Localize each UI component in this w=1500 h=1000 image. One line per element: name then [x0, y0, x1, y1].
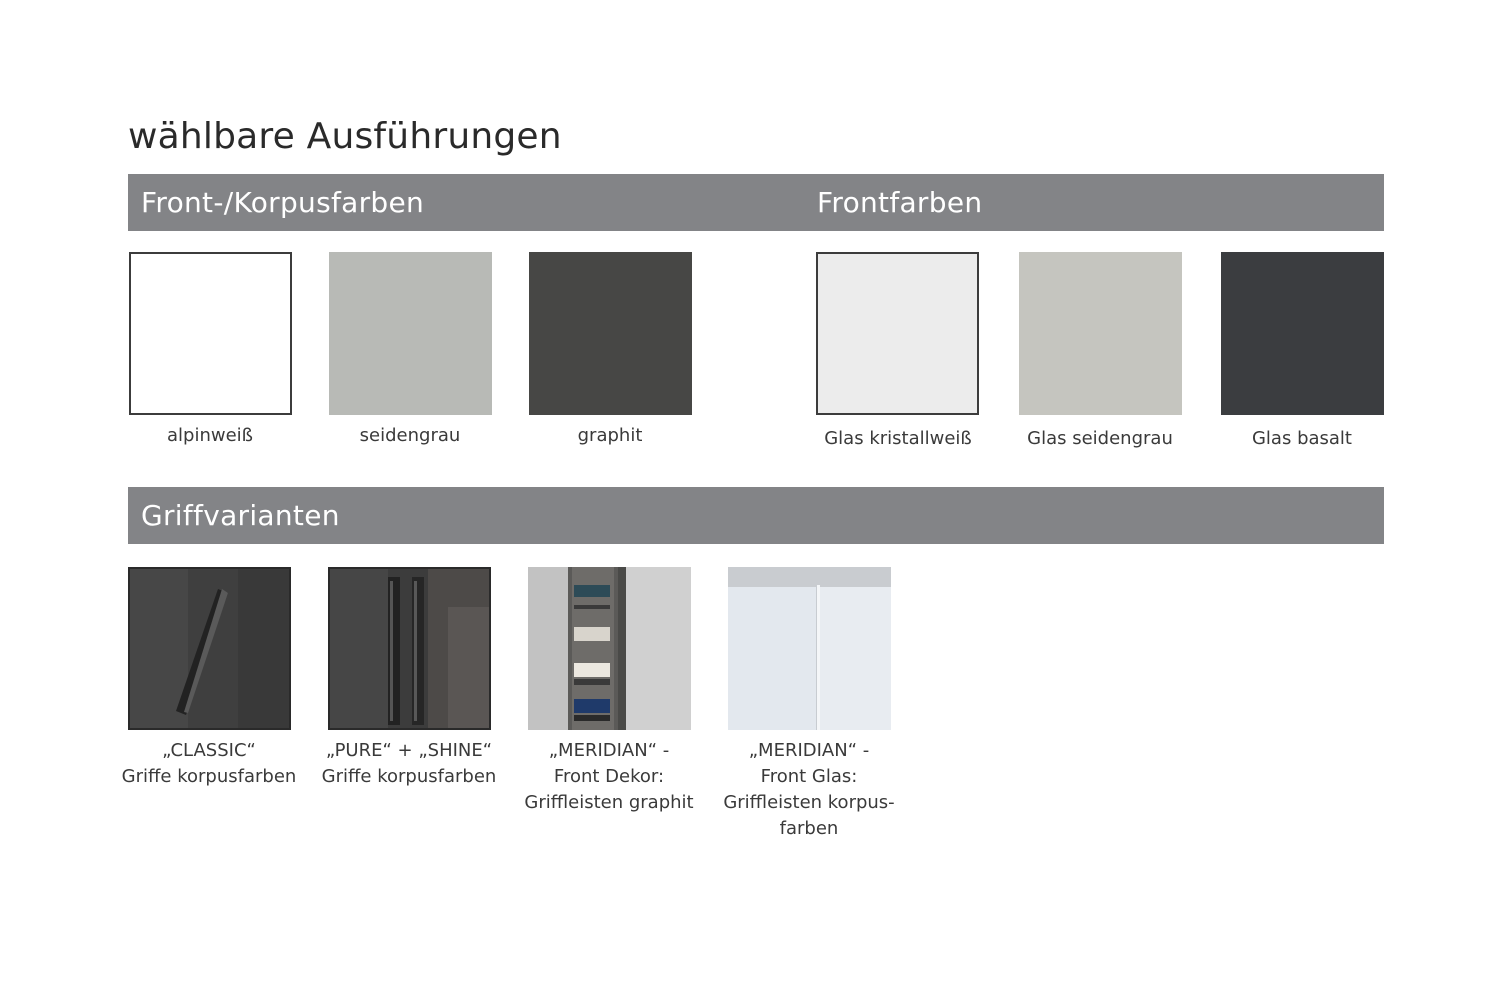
swatch-label-glas-basalt: Glas basalt: [1251, 428, 1352, 449]
handle-caption-pure-shine: [299, 738, 519, 790]
section-title-front-korpus: Front-/Korpusfarben: [141, 186, 425, 219]
handle-caption-meridian-dekor-line3: Griffleisten graphit: [524, 792, 694, 813]
swatch-label-alpinweiss: alpinweiß: [166, 425, 253, 446]
handle-caption-pure-shine-line1: „PURE“ + „SHINE“: [325, 740, 493, 761]
section-header-handles: [128, 487, 1384, 544]
meridian-glas-image[interactable]: [728, 567, 891, 730]
page-title: wählbare Ausführungen: [128, 116, 562, 157]
handle-caption-meridian-dekor-line2: Front Dekor:: [553, 766, 665, 787]
handle-caption-pure-shine-line2: Griffe korpusfarben: [321, 766, 497, 787]
section-title-front: Frontfarben: [817, 186, 983, 219]
section-title-griff: Griffvarianten: [141, 499, 340, 532]
swatch-label-graphit: graphit: [577, 425, 643, 446]
handle-caption-meridian-glas-line4: farben: [779, 818, 839, 839]
handle-caption-meridian-glas-line1: „MERIDIAN“ -: [748, 740, 870, 761]
swatch-label-seidengrau: seidengrau: [359, 425, 461, 446]
handle-caption-classic-line2: Griffe korpusfarben: [121, 766, 297, 787]
handle-caption-meridian-dekor: [499, 738, 719, 816]
swatch-label-glas-kristallweiss: Glas kristallweiß: [824, 428, 972, 449]
section-header-colors: [128, 174, 1384, 231]
pure-shine-handle-image[interactable]: [328, 567, 491, 730]
swatch-glas-seidengrau[interactable]: [1019, 252, 1182, 415]
handle-caption-meridian-dekor-line1: „MERIDIAN“ -: [548, 740, 670, 761]
swatch-alpinweiss[interactable]: [129, 252, 292, 415]
handle-caption-meridian-glas-line3: Griffleisten korpus-: [723, 792, 895, 813]
swatch-graphit[interactable]: [529, 252, 692, 415]
meridian-dekor-image[interactable]: [528, 567, 691, 730]
classic-handle-image[interactable]: [128, 567, 291, 730]
handle-caption-classic-line1: „CLASSIC“: [162, 740, 256, 761]
swatch-glas-kristallweiss[interactable]: [816, 252, 979, 415]
swatch-glas-basalt[interactable]: [1221, 252, 1384, 415]
swatch-label-glas-seidengrau: Glas seidengrau: [1027, 428, 1173, 449]
swatch-seidengrau[interactable]: [329, 252, 492, 415]
handle-caption-classic: [99, 738, 319, 790]
handle-caption-meridian-glas: [699, 738, 919, 842]
handle-caption-meridian-glas-line2: Front Glas:: [760, 766, 858, 787]
